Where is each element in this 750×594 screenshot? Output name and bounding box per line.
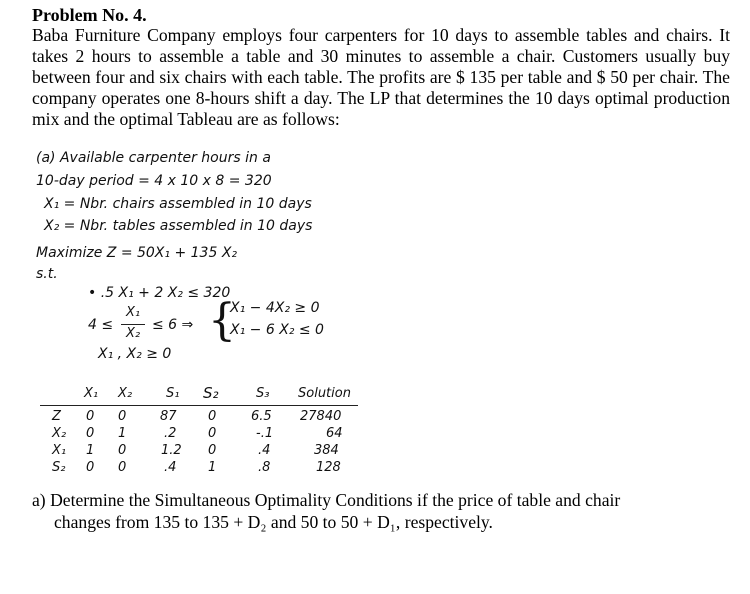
hw-nonnegativity: X₁ , X₂ ≥ 0 [98,346,172,362]
tableau-cell: 1 [118,426,127,441]
question-a-line-2: changes from 135 to 135 + D₂ and 50 to 50 + D₁, respectively. [54,512,493,532]
tableau-basic-x1: X₁ [52,443,67,458]
tableau-cell: .2 [164,426,177,441]
problem-title: Problem No. 4. [32,5,147,25]
tableau-cell: 0 [86,409,95,424]
tableau-header-s1: S₁ [166,386,180,401]
tableau-cell: .4 [164,460,177,475]
tableau-cell: -.1 [256,426,274,441]
tableau-cell: 1 [208,460,217,475]
hw-ratio-numerator: X₁ [125,305,141,320]
tableau-cell: 0 [86,460,95,475]
hw-x1-definition: X₁ = Nbr. chairs assembled in 10 days [44,196,312,212]
tableau-cell: 0 [208,443,217,458]
tableau-cell: 128 [316,460,341,475]
tableau-cell: 27840 [300,409,342,424]
tableau-cell: 0 [208,409,217,424]
hw-ratio-left: 4 ≤ [88,317,114,333]
hw-constraint-hours: • .5 X₁ + 2 X₂ ≤ 320 [88,285,231,301]
hw-fraction-bar [121,324,145,325]
hw-ratio-system-1: X₁ − 4X₂ ≥ 0 [230,300,320,316]
tableau-cell: 6.5 [251,409,272,424]
tableau-header-solution: Solution [298,386,351,401]
hw-ratio-denominator: X₂ [125,326,141,341]
tableau-header-x2: X₂ [118,386,133,401]
hw-ratio-system-2: X₁ − 6 X₂ ≤ 0 [230,322,324,338]
tableau-basic-s2: S₂ [52,460,66,475]
tableau-header-x1: X₁ [84,386,99,401]
tableau-header-rule [40,405,358,406]
tableau-cell: .8 [258,460,271,475]
tableau-cell: 0 [208,426,217,441]
question-a-line-1: a) Determine the Simultaneous Optimality Conditions if the price of table and chair [32,490,621,510]
tableau-cell: 0 [86,426,95,441]
tableau-cell: 1.2 [161,443,182,458]
hw-x2-definition: X₂ = Nbr. tables assembled in 10 days [44,218,313,234]
question-a [32,489,732,533]
tableau-header-s2: S₂ [203,384,219,402]
hw-objective: Maximize Z = 50X₁ + 135 X₂ [36,245,238,261]
hw-ratio-right: ≤ 6 ⇒ [152,317,194,333]
hw-available-hours: (a) Available carpenter hours in a [36,150,271,166]
tableau-cell: 0 [118,443,127,458]
tableau-cell: .4 [258,443,271,458]
tableau-cell: 1 [86,443,95,458]
hw-period-calc: 10-day period = 4 x 10 x 8 = 320 [36,173,272,189]
hw-brace: { [208,295,236,346]
tableau-cell: 384 [314,443,339,458]
tableau-cell: 0 [118,409,127,424]
tableau-cell: 87 [160,409,177,424]
tableau-header-s3: S₃ [256,386,270,401]
problem-statement: Baba Furniture Company employs four carpenters for 10 days to assemble tables and chairs. It takes 2 hours to assemble a table and 30 minutes to assemble a chair. Customers usually buy between four and six chairs with each table. The profits are $ 135 per table and $ 50 per chair. The company operates one 8-hours shift a day. The LP that determines the 10 days optimal production mix and the optimal Tableau are as follows: [32,25,730,129]
tableau-cell: 64 [326,426,343,441]
tableau-cell: 0 [118,460,127,475]
tableau-basic-x2: X₂ [52,426,67,441]
hw-subject-to: s.t. [36,266,58,282]
tableau-basic-z: Z [52,409,61,424]
